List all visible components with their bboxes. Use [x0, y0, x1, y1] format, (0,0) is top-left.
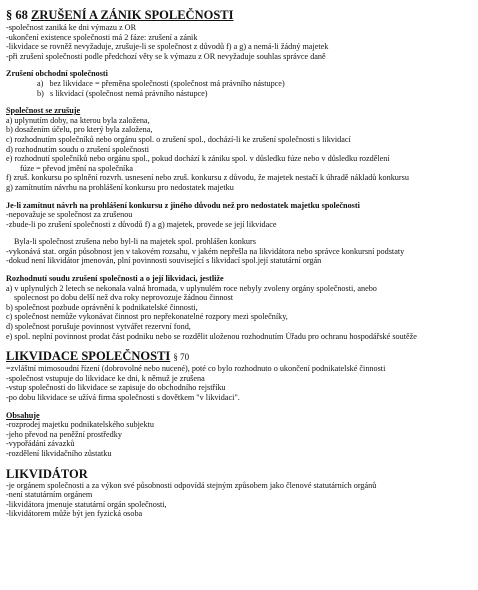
text-line: -likvidátorem může být jen fyzická osoba [6, 509, 143, 519]
subheading-zruseni-obchodni: Zrušení obchodní společnosti [6, 69, 108, 79]
list-marker: b) [37, 88, 44, 98]
list-item: e) spol. neplní povinnost prodat část podniku nebo se rozdělit uloženou rozhodnutím Úřadu pro ochranu hospodářské soutěže [6, 331, 417, 341]
text-line: -vypořádání závazků [6, 439, 75, 449]
list-item-continuation: spolecnost po dobu delší než dva roky neprovozuje žádnou činnost [14, 293, 233, 303]
likvidace-title [6, 349, 474, 364]
list-item: d) společnost porušuje povinnost vytvářet rezervní fond, [6, 322, 191, 332]
text-line: -rozprodej majetku podnikatelského subjektu [6, 420, 155, 430]
list-item: e) rozhodnutí společníků nebo orgánu spol., pokud dochází k zániku spol. v důsledku fúze nebo v důsledku rozdělení [6, 154, 390, 164]
section-title-text: ZRUŠENÍ A ZÁNIK SPOLEČNOSTI [31, 8, 234, 22]
list-note: fúze = převod jmění na společníka [20, 163, 134, 173]
text-line: -při zrušení společnosti podle předchozí věty se k výmazu z OR nevyžaduje souhlas správce daně [6, 51, 326, 61]
likvidace-title-text: LIKVIDACE SPOLEČNOSTI [6, 349, 171, 364]
list-item: a) uplynutím doby, na kterou byla založena, [6, 115, 150, 125]
list-item: b) dosažením účelu, pro který byla založena, [6, 125, 153, 135]
list-item: b) společnost pozbude oprávnění k podnikatelské činnosti, [6, 302, 198, 312]
text-line: -není statutárním orgánem [6, 490, 93, 500]
likvidace-section: § 70 [173, 352, 190, 363]
list-item: d) rozhodnutím soudu o zrušení společnosti [6, 144, 150, 154]
list-item: c) rozhodnutím společníků nebo orgánu spol. o zrušení spol., dochází-li ke zrušení společnosti s likvidací [6, 134, 351, 144]
text-line: Byla-li společnost zrušena nebo byl-li na majetek spol. prohlášen konkurs [14, 237, 256, 247]
likvidator-title: LIKVIDÁTOR [6, 466, 88, 481]
text-line: -dokud není likvidátor jmenován, plní povinnosti související s likvidací spol.její statutární orgán [6, 256, 322, 266]
text-line: -vstup společnosti do likvidace se zapisuje do obchodního rejstříku [6, 383, 226, 393]
text-line: -společnost vstupuje do likvidace ke dni, k němuž je zrušena [6, 373, 205, 383]
text-line: -nepovažuje se společnost za zrušenou [6, 210, 133, 220]
text-line: -je orgánem společnosti a za výkon své působnosti odpovídá stejným způsobem jako členové statutárních orgánů [6, 480, 377, 490]
text-line: -společnost zaniká ke dni výmazu z OR [6, 23, 137, 32]
subheading-zrusuje: Společnost se zrušuje [6, 106, 81, 116]
list-item: a) v uplynulých 2 letech se nekonala valná hromada, v uplynulém roce nebyly zvoleny orgány společnosti, anebo [6, 283, 377, 293]
text-line: -likvidátora jmenuje statutární orgán společnosti, [6, 499, 167, 509]
section-68-title [6, 8, 474, 22]
list-item [6, 89, 474, 99]
section-number: § 68 [6, 8, 28, 22]
subheading-zamitnuti: Je-li zamítnut návrh na prohlášení konkursu z jiného důvodu než pro nedostatek majetku společnosti [6, 200, 360, 210]
subheading-soud: Rozhodnutí soudu zrušení společnosti a o její likvidaci, jestliže [6, 274, 224, 284]
list-item: c) společnost nemůže vykonávat činnost pro nepřekonatelné rozpory mezi společníky, [6, 312, 288, 322]
text-line: -po dobu likvidace se užívá firma společnosti s dovětkem "v likvidaci". [6, 393, 240, 402]
text-line: -likvidace se rovněž nevyžaduje, zrušuje-li se společnost z důvodů f) a g) a nemá-li žádný majetek [6, 42, 329, 52]
text-line: -ukončení existence společnosti má 2 fáze: zrušení a zánik [6, 32, 198, 42]
list-item: f) zruš. konkursu po splnění rozvrh. usnesení nebo zruš. konkursu z důvodu, že majetek nestačí k úhradě nákladů konkursu [6, 173, 409, 183]
list-text: s likvidací (společnost nemá právního nástupce) [49, 88, 208, 98]
text-line: =zvláštní mimosoudní řízení (dobrovolné nebo nucené), poté co bylo rozhodnuto o ukončení podnikatelské činnosti [6, 364, 386, 374]
text-line: -jeho převod na peněžní prostředky [6, 429, 122, 439]
list-marker: a) [37, 78, 44, 88]
list-item: g) zamítnutím návrhu na prohlášení konkursu pro nedostatek majetku [6, 182, 234, 192]
list-item [6, 79, 474, 89]
text-line: -zbude-li po zrušení společnosti z důvodů f) a g) majetek, provede se její likvidace [6, 219, 277, 229]
text-line: -vykonává stat. orgán působnost jen v takovém rozsahu, v jakém nepřešla na likvidátora nebo správce konkursní podstaty [6, 246, 405, 256]
subheading-obsahuje: Obsahuje [6, 410, 40, 420]
list-text: bez likvidace = přeměna společnosti (společnost má právního nástupce) [49, 78, 285, 88]
text-line: -rozdělení likvidačního zůstatku [6, 448, 112, 458]
